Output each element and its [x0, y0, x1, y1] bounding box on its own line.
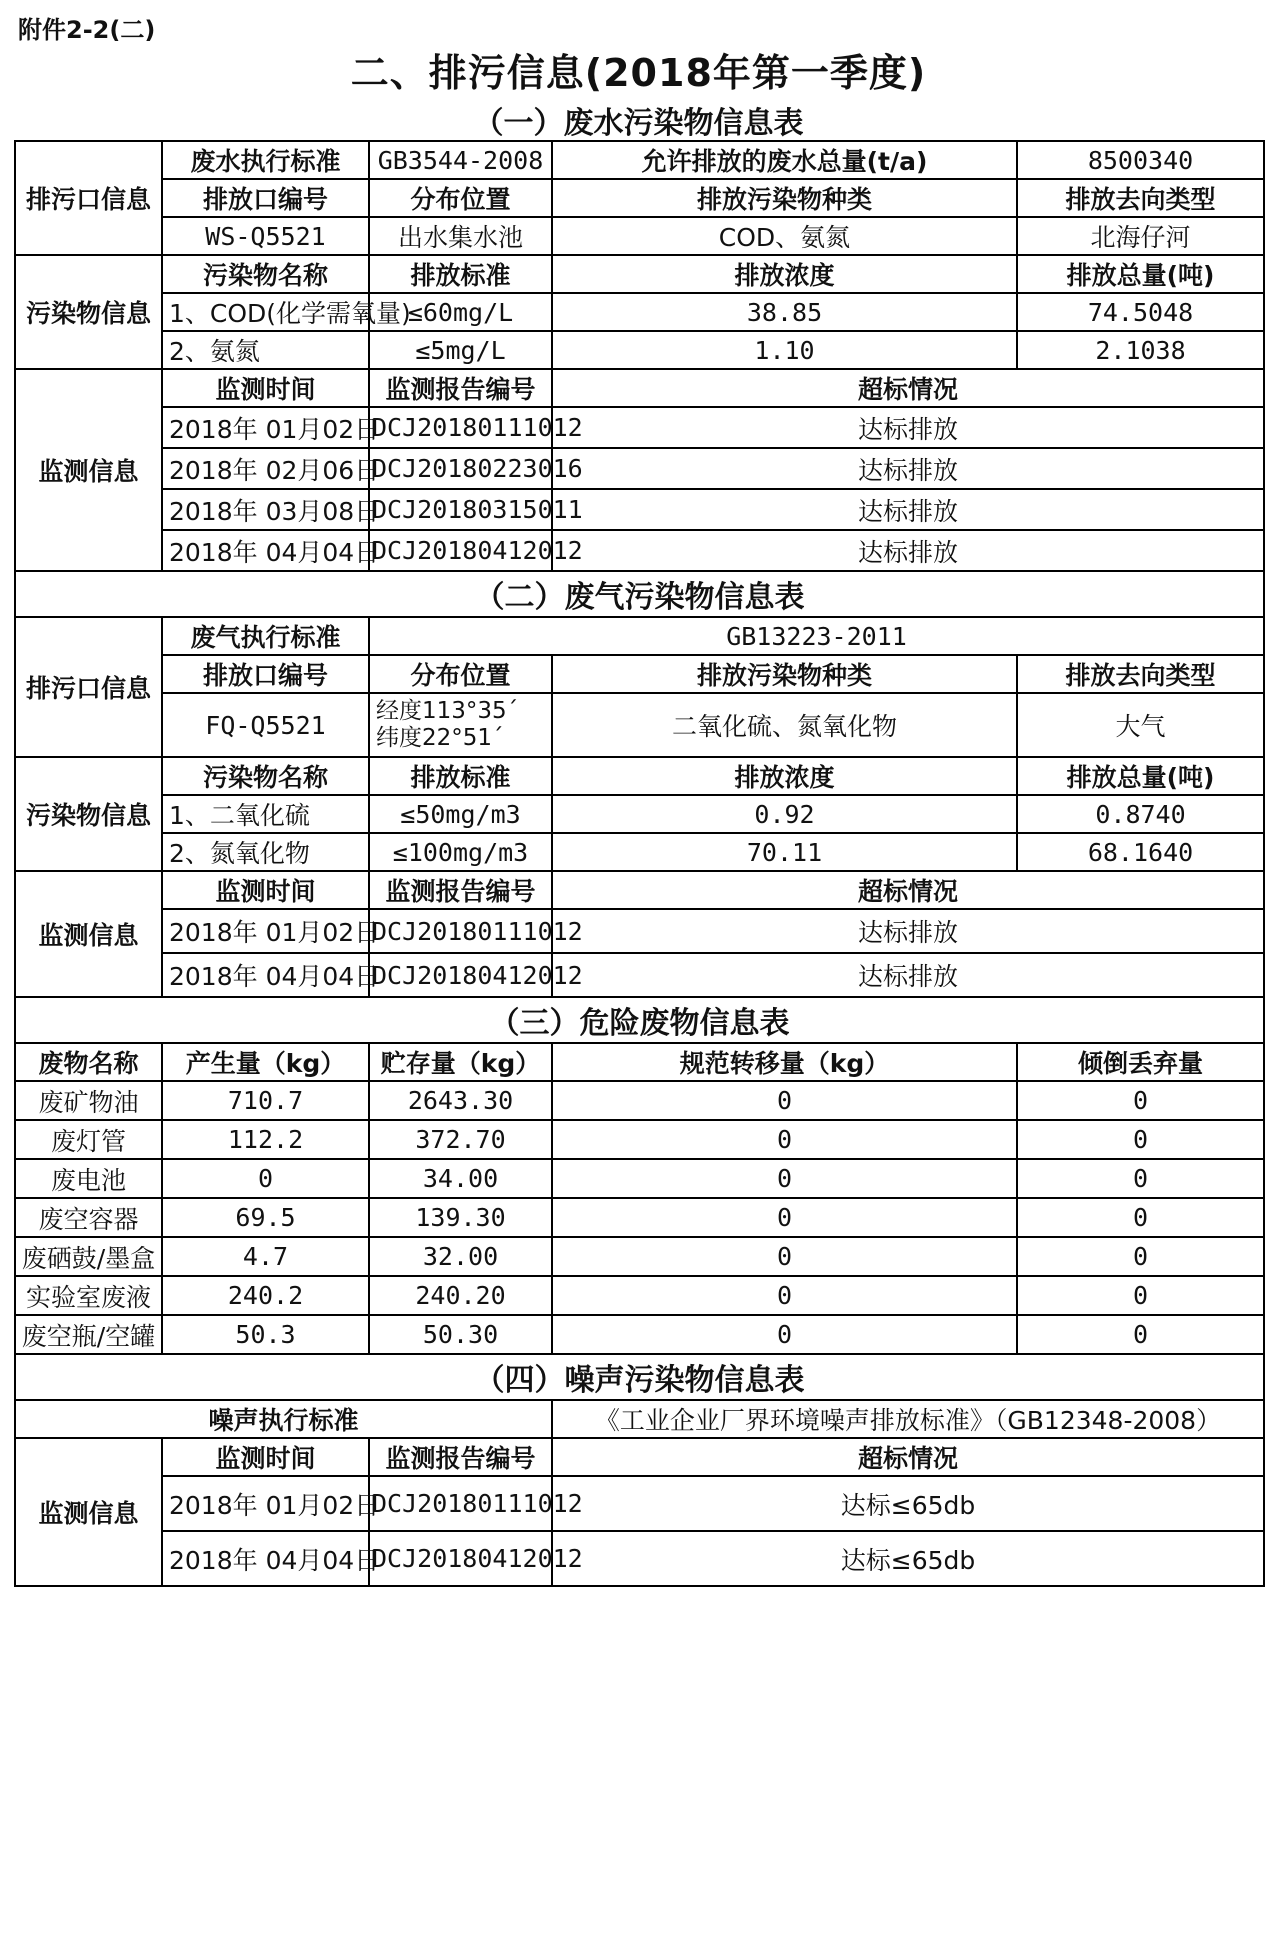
report-number: DCJ20180111012	[369, 1476, 552, 1531]
outlet-id: FQ-Q5521	[162, 693, 369, 757]
table-row	[15, 1198, 1264, 1237]
hazardous-header-row	[15, 1043, 1264, 1081]
outlet-species: COD、氨氮	[552, 217, 1017, 255]
transferred-amount: 0	[552, 1120, 1017, 1159]
stored-amount: 2643.30	[369, 1081, 552, 1120]
noise-monitor-header-row	[15, 1438, 1264, 1476]
header-exceedance: 超标情况	[552, 871, 1264, 909]
generated-amount: 50.3	[162, 1315, 369, 1354]
waste-name: 废空容器	[15, 1198, 162, 1237]
concentration: 1.10	[552, 331, 1017, 369]
gas-monitor-header-row	[15, 871, 1264, 909]
header-destination: 排放去向类型	[1017, 655, 1264, 693]
header-generated: 产生量（kg）	[162, 1043, 369, 1081]
emission-standard: ≤5mg/L	[369, 331, 552, 369]
outlet-location: 出水集水池	[369, 217, 552, 255]
outlet-species: 二氧化硫、氮氧化物	[552, 693, 1017, 757]
generated-amount: 4.7	[162, 1237, 369, 1276]
header-total-amount: 排放总量(吨)	[1017, 255, 1264, 293]
header-report-number: 监测报告编号	[369, 1438, 552, 1476]
pollutant-name: 2、氨氮	[162, 331, 369, 369]
dumped-amount: 0	[1017, 1198, 1264, 1237]
table-row	[15, 407, 1264, 448]
attachment-label: 附件2-2(二)	[18, 16, 156, 44]
exceedance-status: 达标≤65db	[552, 1476, 1264, 1531]
header-exceedance: 超标情况	[552, 369, 1264, 407]
transferred-amount: 0	[552, 1081, 1017, 1120]
total-amount: 2.1038	[1017, 331, 1264, 369]
report-number: DCJ20180412012	[369, 530, 552, 571]
emission-standard: ≤60mg/L	[369, 293, 552, 331]
generated-amount: 112.2	[162, 1120, 369, 1159]
pollutant-name: 1、COD(化学需氧量)	[162, 293, 369, 331]
waste-name: 废矿物油	[15, 1081, 162, 1120]
concentration: 38.85	[552, 293, 1017, 331]
monitor-date: 2018年 04月04日	[162, 530, 369, 571]
generated-amount: 240.2	[162, 1276, 369, 1315]
header-pollutant-name: 污染物名称	[162, 757, 369, 795]
header-species: 排放污染物种类	[552, 655, 1017, 693]
table-row	[15, 1531, 1264, 1586]
dumped-amount: 0	[1017, 1276, 1264, 1315]
table-row	[15, 293, 1264, 331]
gas-standard-row	[15, 617, 1264, 655]
gas-standard-label: 废气执行标准	[162, 617, 369, 655]
stored-amount: 50.30	[369, 1315, 552, 1354]
concentration: 70.11	[552, 833, 1017, 871]
noise-monitor-label: 监测信息	[15, 1438, 162, 1586]
pollutant-name: 2、氮氧化物	[162, 833, 369, 871]
stored-amount: 372.70	[369, 1120, 552, 1159]
header-concentration: 排放浓度	[552, 255, 1017, 293]
emission-standard: ≤100mg/m3	[369, 833, 552, 871]
gas-outlet-header-row	[15, 655, 1264, 693]
concentration: 0.92	[552, 795, 1017, 833]
header-pollutant-name: 污染物名称	[162, 255, 369, 293]
noise-standard-row	[15, 1400, 1264, 1438]
header-monitor-date: 监测时间	[162, 369, 369, 407]
header-species: 排放污染物种类	[552, 179, 1017, 217]
waste-name: 废硒鼓/墨盒	[15, 1237, 162, 1276]
wastewater-standard-row	[15, 141, 1264, 179]
monitor-date: 2018年 01月02日	[162, 909, 369, 953]
table-row	[15, 833, 1264, 871]
dumped-amount: 0	[1017, 1081, 1264, 1120]
header-stored: 贮存量（kg）	[369, 1043, 552, 1081]
stored-amount: 240.20	[369, 1276, 552, 1315]
outlet-destination: 北海仔河	[1017, 217, 1264, 255]
noise-section-row	[15, 1354, 1264, 1400]
total-amount: 68.1640	[1017, 833, 1264, 871]
header-destination: 排放去向类型	[1017, 179, 1264, 217]
report-number: DCJ20180315011	[369, 489, 552, 530]
gas-pollutant-label: 污染物信息	[15, 757, 162, 871]
wastewater-monitor-label: 监测信息	[15, 369, 162, 571]
header-monitor-date: 监测时间	[162, 871, 369, 909]
header-report-number: 监测报告编号	[369, 369, 552, 407]
exceedance-status: 达标排放	[552, 953, 1264, 997]
header-dumped: 倾倒丢弃量	[1017, 1043, 1264, 1081]
dumped-amount: 0	[1017, 1120, 1264, 1159]
pollution-info-table	[14, 140, 1265, 1587]
dumped-amount: 0	[1017, 1159, 1264, 1198]
header-outlet-id: 排放口编号	[162, 655, 369, 693]
exceedance-status: 达标排放	[552, 909, 1264, 953]
allowed-total-label: 允许排放的废水总量(t/a)	[552, 141, 1017, 179]
header-waste-name: 废物名称	[15, 1043, 162, 1081]
table-row	[15, 1237, 1264, 1276]
waste-name: 实验室废液	[15, 1276, 162, 1315]
transferred-amount: 0	[552, 1315, 1017, 1354]
exceedance-status: 达标排放	[552, 489, 1264, 530]
wastewater-outlet-header-row	[15, 179, 1264, 217]
wastewater-monitor-header-row	[15, 369, 1264, 407]
transferred-amount: 0	[552, 1276, 1017, 1315]
generated-amount: 710.7	[162, 1081, 369, 1120]
table-row	[15, 1159, 1264, 1198]
gas-monitor-label: 监测信息	[15, 871, 162, 997]
monitor-date: 2018年 04月04日	[162, 1531, 369, 1586]
monitor-date: 2018年 04月04日	[162, 953, 369, 997]
total-amount: 0.8740	[1017, 795, 1264, 833]
report-number: DCJ20180412012	[369, 953, 552, 997]
gas-outlet-row	[15, 693, 1264, 757]
table-row	[15, 1120, 1264, 1159]
gas-pollutant-header-row	[15, 757, 1264, 795]
exceedance-status: 达标≤65db	[552, 1531, 1264, 1586]
wastewater-pollutant-label: 污染物信息	[15, 255, 162, 369]
table-row	[15, 530, 1264, 571]
table-row	[15, 1476, 1264, 1531]
table-row	[15, 953, 1264, 997]
emission-standard: ≤50mg/m3	[369, 795, 552, 833]
gas-section-row	[15, 571, 1264, 617]
transferred-amount: 0	[552, 1237, 1017, 1276]
location-latitude: 纬度22°51´	[376, 725, 504, 751]
header-total-amount: 排放总量(吨)	[1017, 757, 1264, 795]
hazardous-section-title: （三）危险废物信息表	[15, 997, 1264, 1043]
location-longitude: 经度113°35´	[376, 698, 519, 724]
report-number: DCJ20180412012	[369, 1531, 552, 1586]
table-row	[15, 909, 1264, 953]
dumped-amount: 0	[1017, 1315, 1264, 1354]
wastewater-pollutant-header-row	[15, 255, 1264, 293]
exceedance-status: 达标排放	[552, 407, 1264, 448]
header-transferred: 规范转移量（kg）	[552, 1043, 1017, 1081]
gas-standard-value: GB13223-2011	[369, 617, 1264, 655]
dumped-amount: 0	[1017, 1237, 1264, 1276]
generated-amount: 69.5	[162, 1198, 369, 1237]
monitor-date: 2018年 02月06日	[162, 448, 369, 489]
report-number: DCJ20180223016	[369, 448, 552, 489]
wastewater-outlet-row	[15, 217, 1264, 255]
report-number: DCJ20180111012	[369, 909, 552, 953]
generated-amount: 0	[162, 1159, 369, 1198]
header-location: 分布位置	[369, 655, 552, 693]
stored-amount: 139.30	[369, 1198, 552, 1237]
allowed-total-value: 8500340	[1017, 141, 1264, 179]
noise-section-title: （四）噪声污染物信息表	[15, 1354, 1264, 1400]
header-monitor-date: 监测时间	[162, 1438, 369, 1476]
header-exceedance: 超标情况	[552, 1438, 1264, 1476]
pollutant-name: 1、二氧化硫	[162, 795, 369, 833]
header-outlet-id: 排放口编号	[162, 179, 369, 217]
monitor-date: 2018年 03月08日	[162, 489, 369, 530]
report-number: DCJ20180111012	[369, 407, 552, 448]
header-emission-standard: 排放标准	[369, 757, 552, 795]
wastewater-section-title: （一）废水污染物信息表	[473, 106, 804, 141]
noise-standard-label: 噪声执行标准	[15, 1400, 552, 1438]
header-report-number: 监测报告编号	[369, 871, 552, 909]
monitor-date: 2018年 01月02日	[162, 407, 369, 448]
gas-outlet-label: 排污口信息	[15, 617, 162, 757]
noise-standard-value: 《工业企业厂界环境噪声排放标准》（GB12348-2008）	[552, 1400, 1264, 1438]
transferred-amount: 0	[552, 1198, 1017, 1237]
table-row	[15, 331, 1264, 369]
outlet-destination: 大气	[1017, 693, 1264, 757]
stored-amount: 32.00	[369, 1237, 552, 1276]
outlet-id: WS-Q5521	[162, 217, 369, 255]
transferred-amount: 0	[552, 1159, 1017, 1198]
page-title: 二、排污信息(2018年第一季度)	[350, 51, 927, 95]
wastewater-standard-label: 废水执行标准	[162, 141, 369, 179]
exceedance-status: 达标排放	[552, 448, 1264, 489]
total-amount: 74.5048	[1017, 293, 1264, 331]
table-row	[15, 1276, 1264, 1315]
waste-name: 废电池	[15, 1159, 162, 1198]
outlet-location	[369, 693, 552, 757]
waste-name: 废空瓶/空罐	[15, 1315, 162, 1354]
header-emission-standard: 排放标准	[369, 255, 552, 293]
exceedance-status: 达标排放	[552, 530, 1264, 571]
table-row	[15, 1315, 1264, 1354]
waste-name: 废灯管	[15, 1120, 162, 1159]
wastewater-standard-value: GB3544-2008	[369, 141, 552, 179]
monitor-date: 2018年 01月02日	[162, 1476, 369, 1531]
stored-amount: 34.00	[369, 1159, 552, 1198]
header-location: 分布位置	[369, 179, 552, 217]
hazardous-section-row	[15, 997, 1264, 1043]
table-row	[15, 448, 1264, 489]
table-row	[15, 1081, 1264, 1120]
gas-section-title: （二）废气污染物信息表	[15, 571, 1264, 617]
table-row	[15, 795, 1264, 833]
table-row	[15, 489, 1264, 530]
header-concentration: 排放浓度	[552, 757, 1017, 795]
wastewater-outlet-label: 排污口信息	[15, 141, 162, 255]
